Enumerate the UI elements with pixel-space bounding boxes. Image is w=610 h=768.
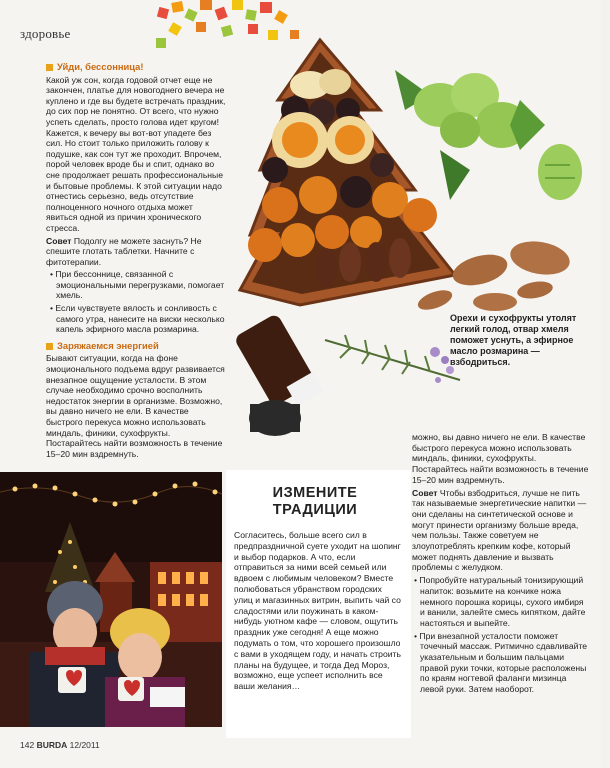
energy-bullet: • Попробуйте натуральный тонизирующий напиток: возьмите на кончике ножа немного порошка корицы, сухого имбиря и ванили, залейте смесь кипятком, дайте настояться и выпейте. (414, 575, 586, 628)
sleep-tip-label: Совет (46, 235, 72, 246)
energy-heading-text: Заряжаемся энергией (57, 339, 159, 351)
rosemary-sprig (325, 335, 460, 383)
sleep-tip-text: Подолгу не можете заснуть? Не спешите глотать таблетки. Начните с фитотерапии. (46, 235, 202, 267)
sleep-bullet: • При бессоннице, связанной с эмоциональными перегрузками, помогает хмель. (50, 269, 225, 301)
section-label: здоровье (20, 26, 71, 41)
right-column (412, 432, 590, 697)
energy-tip-text: Чтобы взбодриться, лучше не пить так называемые энергетические напитки — они сделаны на синтетической основе и могут принести организму больше вреда, чем пользы. Также советуем не злоупотреблять крепким кофе, который может поднять давление и вызвать проблемы с желудком. (412, 487, 587, 573)
energy-body-continued: можно, вы давно ничего не ели. В качестве быстрого перекуса можно использовать миндаль, финики, сухофрукты. Постарайтесь найти возможность в течение 15–20 мин вздремнуть. (412, 432, 589, 485)
photo-caption: Орехи и сухофрукты утолят легкий голод, отвар хмеля поможет уснуть, а эфирное масло розмарина — взбодриться. (450, 313, 577, 367)
energy-body: Бывают ситуации, когда на фоне эмоционального подъема вдруг развивается внезапное ощущение усталости. В этом случае необходимо срочно восполнить недостаток энергии в организме. Возможно, вы давно ничего не ели. В качестве быстрого перекуса можно использовать миндаль, финики, сухофрукты. Постарайтесь найти возможность в течение 15–20 мин вздремнуть. (46, 353, 225, 459)
tradition-body: Согласитесь, больше всего сил в предпраздничной суете уходит на шопинг и выбор подарков. А что, если отправиться за ними всей семьей или вдвоем с любимым человеком? Вместе полюбоваться убранством городских улиц и магазинных витрин, выпить чай со сладостями или поужинать в каком-нибудь уютном кафе — словом, ощутить праздник уже сегодня! А еще можно подумать о том, что хорошего произошло с вами в уходящем году, и начать строить планы на будущее, и тогда Дед Мороз, возможно, еще успеет исполнить все ваши желания… (234, 530, 401, 692)
page-footer (20, 740, 100, 750)
tradition-title: ИЗМЕНИТЕ ТРАДИЦИИ (272, 485, 358, 518)
sleep-bullet: • Если чувствуете вялость и сонливость с самого утра, нанесите на виски несколько капель эфирного масла розмарина. (50, 303, 225, 335)
energy-bullet: • При внезапной усталости поможет точечный массаж. Ритмично сдавливайте указательным и большим пальцами правой руки точки, которые расположены по краям ногтевой фаланги мизинца левой руки. Затем наоборот. (414, 630, 588, 695)
couple-photo (0, 472, 222, 727)
sleep-heading-text: Уйди, бессонница! (57, 61, 144, 72)
issue-number: 12/2011 (69, 740, 100, 750)
energy-tip (412, 488, 590, 574)
hops-cones (395, 70, 582, 200)
background-watermark-band (0, 448, 400, 472)
essential-oil-bottle (233, 313, 323, 436)
candied-fruit-pile (156, 0, 299, 48)
bullet-square-icon (46, 64, 53, 71)
left-column (46, 61, 226, 459)
page-number: 142 (20, 740, 35, 750)
energy-tip-label: Совет (412, 487, 438, 498)
energy-heading (46, 341, 226, 352)
sleep-tip (46, 236, 226, 268)
sleep-heading (46, 62, 226, 73)
sleep-body: Какой уж сон, когда годовой отчет еще не закончен, платье для новогоднего вечера не куплено и где вы будете встречать праздник, до сих пор не понятно. От всего, что нужно успеть сделать, просто голова идет кругом! Кажется, к вечеру вы вот-вот упадете без сил. Но стоит только приложить голову к подушке, как сон тут же проходит. Впрочем, порой человек вроде бы и спит, однако во сне продолжает решать профессиональные и бытовые проблемы. К этой ситуации надо отнестись серьезно, ведь отсутствие полноценного ночного отдыха может явиться одной из причин хронического стресса. (46, 74, 226, 233)
bullet-square-icon (46, 343, 53, 350)
magazine-brand: BURDA (36, 740, 68, 750)
